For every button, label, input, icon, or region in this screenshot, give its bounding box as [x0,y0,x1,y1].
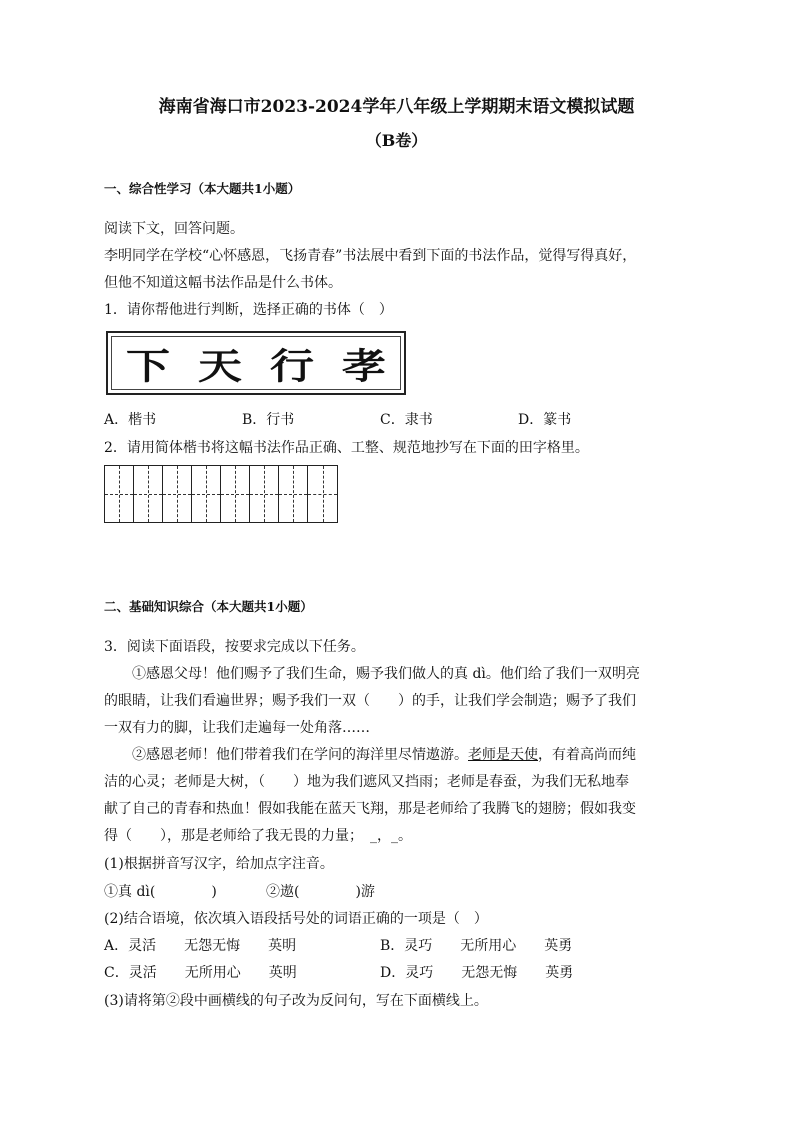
sub-question-2: (2)结合语境，依次填入语段括号处的词语正确的一项是（ ） [104,911,488,927]
page-title: 海南省海口市2023-2024学年八年级上学期期末语文模拟试题 [158,97,635,117]
grid-cell[interactable] [250,466,279,522]
sub2-option-a[interactable]: A．灵活 无怨无悔 英明 [104,938,297,954]
section-1-paragraph-line1: 李明同学在学校“心怀感恩，飞扬青春”书法展中看到下面的书法作品，觉得写得真好， [104,248,637,264]
grid-cell[interactable] [221,466,250,522]
paragraph-1-line1: ①感恩父母！他们赐予了我们生命，赐予我们做人的真 dì。他们给了我们一双明亮 [132,666,640,682]
sub-question-1-b[interactable]: ②遨( )游 [266,884,375,900]
grid-cell[interactable] [105,466,134,522]
sub2-option-b[interactable]: B．灵巧 无所用心 英勇 [380,938,573,954]
section-2-heading: 二、基础知识综合（本大题共1小题） [104,599,313,614]
underlined-sentence: 老师是天使 [468,747,538,763]
question-3: 3．阅读下面语段，按要求完成以下任务。 [104,639,365,655]
page-subtitle: （B卷） [365,131,428,150]
grid-cell[interactable] [192,466,221,522]
paragraph-2-text: ，有着高尚而纯 [538,747,636,763]
q1-option-d[interactable]: D．篆书 [518,412,572,428]
paragraph-2-line4: 得（ ），那是老师给了我无畏的力量； _，_。 [104,828,412,844]
sub2-option-d[interactable]: D．灵巧 无怨无悔 英勇 [380,965,574,981]
q1-option-c[interactable]: C．隶书 [380,412,433,428]
section-1-heading: 一、综合性学习（本大题共1小题） [104,181,301,196]
section-1-paragraph-line2: 但他不知道这幅书法作品是什么书体。 [104,275,342,291]
grid-cell[interactable] [134,466,163,522]
calligraphy-frame [111,336,401,390]
calligraphy-char: 天 [198,345,242,388]
sub-question-3: (3)请将第②段中画横线的句子改为反问句，写在下面横线上。 [104,993,488,1009]
sub2-option-c[interactable]: C．灵活 无所用心 英明 [104,965,297,981]
sub-question-1-a[interactable]: ①真 dì( ) [104,884,217,900]
calligraphy-char: 下 [126,345,170,388]
paragraph-2-line2: 洁的心灵；老师是大树，（ ）地为我们遮风又挡雨；老师是春蚕，为我们无私地奉 [104,774,629,790]
paragraph-2-text: ②感恩老师！他们带着我们在学问的海洋里尽情遨游。 [132,747,468,763]
calligraphy-artwork [106,331,406,395]
paragraph-1-line2: 的眼睛，让我们看遍世界；赐予我们一双（ ）的手，让我们学会制造；赐予了我们 [104,693,636,709]
tianzige-grid[interactable] [104,465,338,523]
q1-option-a[interactable]: A．楷书 [104,412,157,428]
question-2: 2．请用简体楷书将这幅书法作品正确、工整、规范地抄写在下面的田字格里。 [104,440,589,456]
sub-question-1: (1)根据拼音写汉字，给加点字注音。 [104,856,334,872]
question-1: 1．请你帮他进行判断，选择正确的书体（ ） [104,302,393,318]
paragraph-2-line3: 献了自己的青春和热血！假如我能在蓝天飞翔，那是老师给了我腾飞的翅膀；假如我变 [104,801,636,817]
calligraphy-char: 行 [270,345,314,388]
grid-cell[interactable] [279,466,308,522]
calligraphy-char: 孝 [342,345,386,388]
q1-option-b[interactable]: B．行书 [242,412,295,428]
paragraph-1-line3: 一双有力的脚，让我们走遍每一处角落…… [104,720,370,736]
grid-cell[interactable] [163,466,192,522]
paragraph-2-line1 [132,744,636,764]
section-1-intro: 阅读下文，回答问题。 [104,221,244,237]
grid-cell[interactable] [308,466,337,522]
